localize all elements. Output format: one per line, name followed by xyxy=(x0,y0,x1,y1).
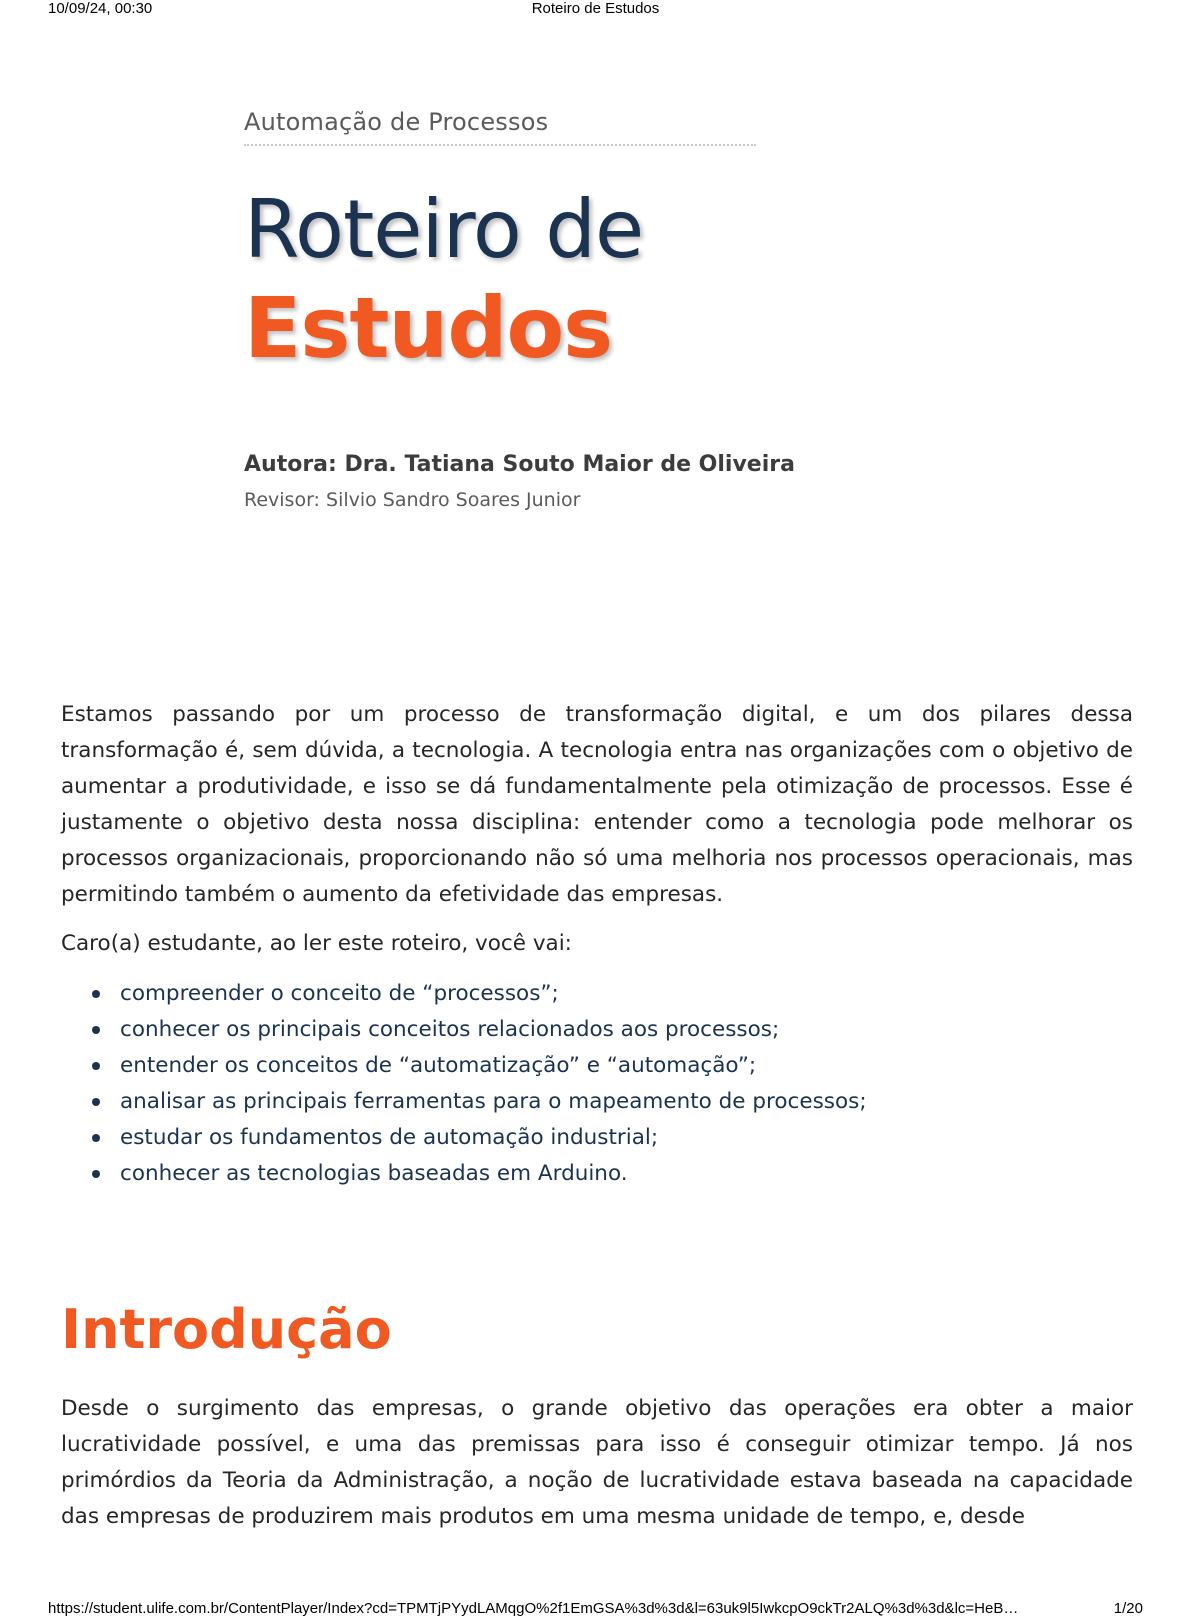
bullet-icon xyxy=(92,990,100,998)
cover xyxy=(244,108,764,378)
bullet-icon xyxy=(92,1098,100,1106)
goals-list xyxy=(90,976,867,1192)
section-title: Introdução xyxy=(61,1298,392,1361)
print-title: Roteiro de Estudos xyxy=(531,0,660,17)
title-line-2: Estudos xyxy=(244,279,613,377)
bullet-icon xyxy=(92,1026,100,1034)
list-item xyxy=(90,1012,867,1048)
print-footer xyxy=(0,1600,1191,1620)
goals-lead: Caro(a) estudante, ao ler este roteiro, você vai: xyxy=(61,931,572,956)
goal-text: conhecer os principais conceitos relacionados aos processos; xyxy=(120,1017,780,1042)
bullet-icon xyxy=(92,1170,100,1178)
list-item xyxy=(90,1048,867,1084)
goal-text: compreender o conceito de “processos”; xyxy=(120,981,559,1006)
page-url: https://student.ulife.com.br/ContentPlayer/Index?cd=TPMTjPYydLAMqgO%2f1EmGSA%3d%3d&l=63uk9l5IwkcpO9ckTr2ALQ%3d%3d&lc=HeB… xyxy=(48,1600,1019,1617)
intro-paragraph: Estamos passando por um processo de transformação digital, e um dos pilares dessa transformação é, sem dúvida, a tecnologia. A tecnologia entra nas organizações com o objetivo de aumentar a produtividade, e isso se dá fundamentalmente pela otimização de processos. Esse é justamente o objetivo desta nossa disciplina: entender como a tecnologia pode melhorar os processos organizacionais, proporcionando não só uma melhoria nos processos operacionais, mas permitindo também o aumento da efetividade das empresas. xyxy=(61,702,1133,907)
print-header xyxy=(0,0,1191,20)
bullet-icon xyxy=(92,1134,100,1142)
page-number: 1/20 xyxy=(1113,1600,1143,1617)
list-item xyxy=(90,1120,867,1156)
print-date: 10/09/24, 00:30 xyxy=(48,0,153,17)
bullet-icon xyxy=(92,1062,100,1070)
list-item xyxy=(90,1156,867,1192)
goal-text: estudar os fundamentos de automação industrial; xyxy=(120,1125,659,1150)
goal-text: analisar as principais ferramentas para o mapeamento de processos; xyxy=(120,1089,867,1114)
goal-text: conhecer as tecnologias baseadas em Arduino. xyxy=(120,1161,628,1186)
list-item xyxy=(90,976,867,1012)
goal-text: entender os conceitos de “automatização” e “automação”; xyxy=(120,1053,757,1078)
list-item xyxy=(90,1084,867,1120)
subject-label: Automação de Processos xyxy=(244,108,756,146)
reviewer: Revisor: Silvio Sandro Soares Junior xyxy=(244,489,581,511)
title-line-1: Roteiro de xyxy=(244,183,644,276)
author: Autora: Dra. Tatiana Souto Maior de Oliveira xyxy=(244,452,795,477)
section-paragraph: Desde o surgimento das empresas, o grande objetivo das operações era obter a maior lucratividade possível, e uma das premissas para isso é conseguir otimizar tempo. Já nos primórdios da Teoria da Administração, a noção de lucratividade estava baseada na capacidade das empresas de produzirem mais produtos em uma mesma unidade de tempo, e, desde xyxy=(61,1396,1133,1529)
